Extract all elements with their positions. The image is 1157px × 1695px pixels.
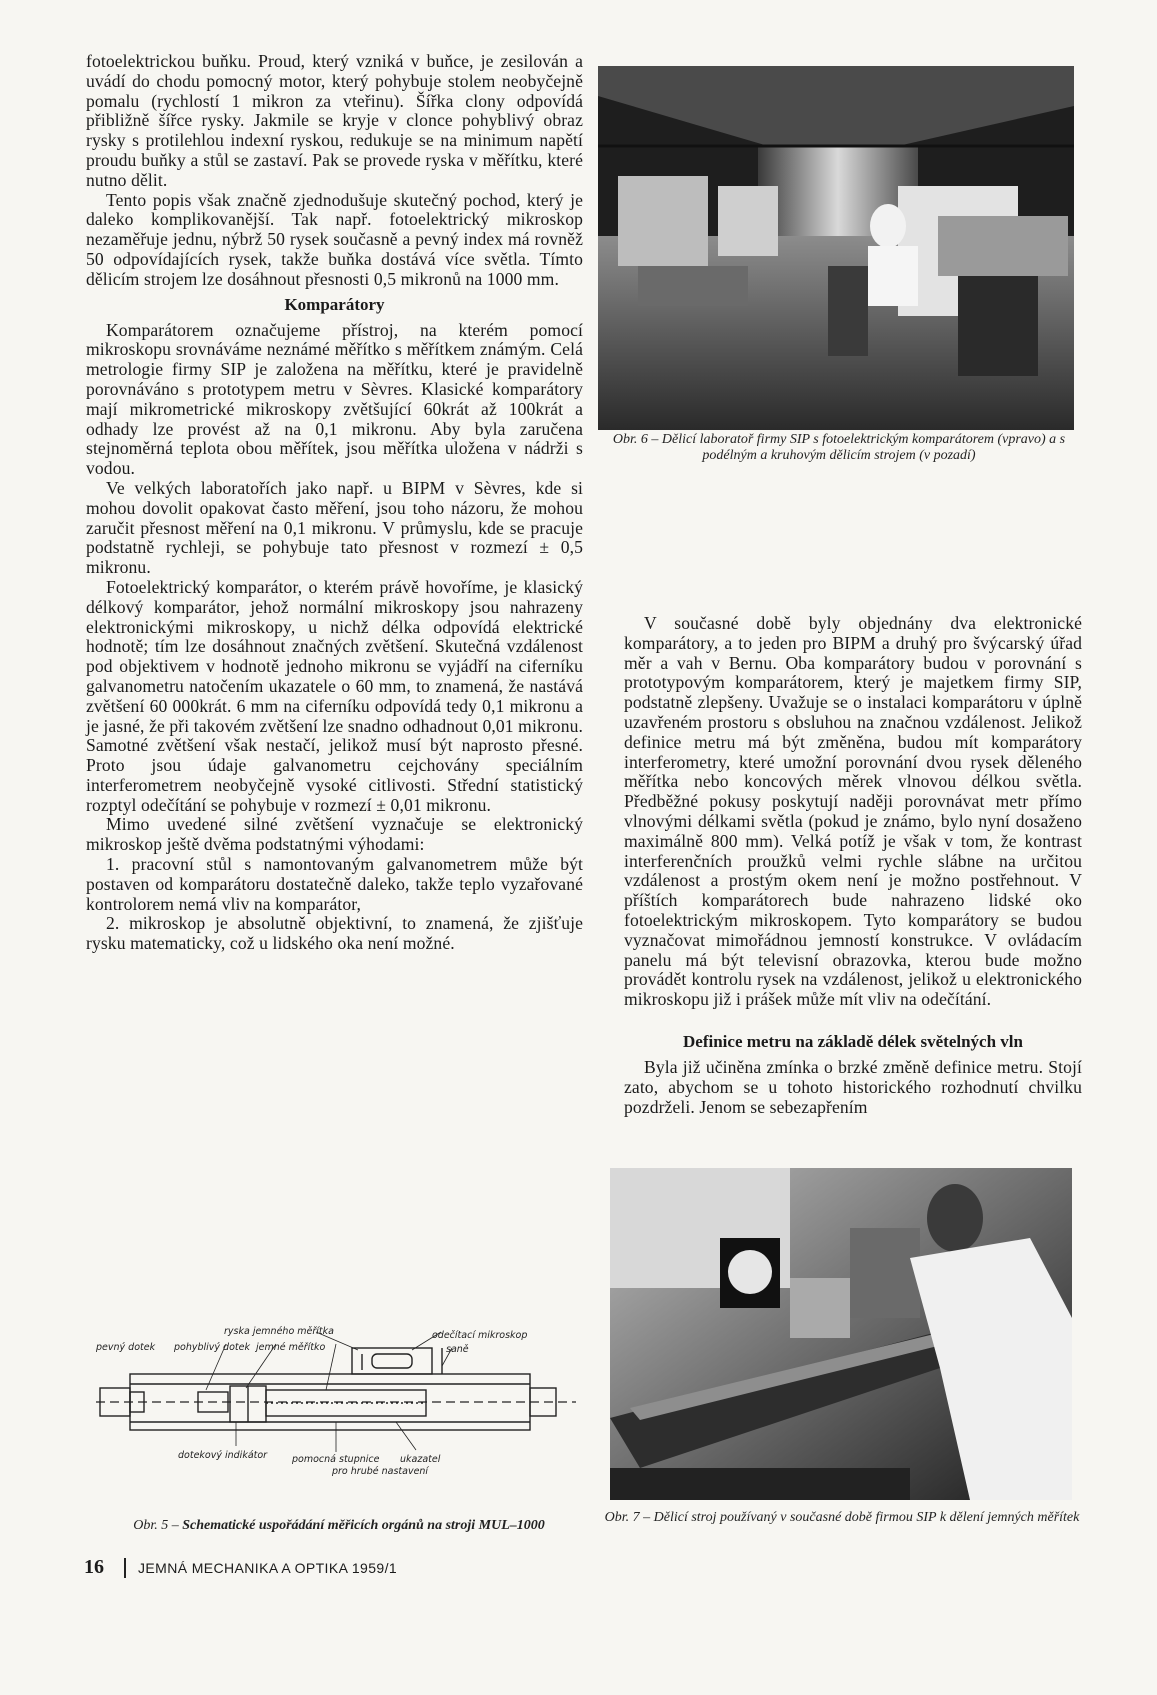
page-number: 16 [84, 1556, 104, 1578]
figure-5-text: Schematické uspořádání měřicích orgánů na stroji MUL–1000 [182, 1518, 545, 1533]
figure-7-text: Dělicí stroj používaný v současné době firmou SIP k dělení jemných měřítek [653, 1510, 1080, 1525]
dividing-machine-photo [610, 1168, 1072, 1500]
figure-7-caption [604, 1510, 1080, 1526]
section-heading-definice-metru: Definice metru na základě délek světelných vln [683, 1031, 1023, 1051]
label-pevny-dotek: pevný dotek [96, 1342, 156, 1353]
paragraph: Fotoelektrický komparátor, o kterém právě hovoříme, je klasický délkový komparátor, jehož normální mikroskopy jsou nahrazeny elektronickými mikroskopy, u nichž délka odpovídá elektrické hodnotě; tím lze dosáhnout značných zvětšení. Skutečná vzdálenost pod objektivem v hodnotě jednoho mikronu se vyjádří na ciferníku galvanometru natočením ukazatele o 60 mm, to znamená, že nastává zvětšení 60 000krát. 6 mm na ciferníku odpovídá tedy 0,1 mikronu a je jasné, že při takovém zvětšení lze snadno odhadnout 0,01 mikronu. Samotné zvětšení však nestačí, jelikož musí být naprosto přesné. Proto jsou údaje galvanometru cejchovány speciálním interferometrem neobyčejně vysoké citlivosti. Střední statistický rozptyl odečítání se pohybuje v rozmezí ± 0,01 mikronu. [86, 576, 583, 815]
label-odecitaci-mikroskop: odečítací mikroskop [432, 1330, 528, 1341]
label-ukazatel: ukazatel [400, 1454, 441, 1465]
paragraph: Tento popis však značně zjednodušuje skutečný pochod, který je daleko komplikovanější. Tak např. fotoelektrický mikroskop nezaměřuje jednu, nýbrž 50 rysek současně a pevný index má rovněž 50 odpovídajících rysek, takže buňka dostává více světla. Tímto dělicím strojem lze dosáhnout přesnosti 0,5 mikronů na 1000 mm. [86, 189, 583, 289]
label-pro-hrube-nastaveni: pro hrubé nastavení [332, 1466, 429, 1477]
paragraph: Komparátorem označujeme přístroj, na kterém pomocí mikroskopu srovnáváme neznámé měřítko s měřítkem známým. Celá metrologie firmy SIP je založena na měřítku, které je pravidelně porovnáváno s prototypem metru v Sèvres. Klasické komparátory mají mikrometrické mikroskopy zvětšující 60krát až 100krát a odhady lze provést až na 0,1 mikronu. Aby byla zaručena stejnoměrná teplota obou měřítek, jsou měřítka uložena v nádrži s vodou. [86, 319, 583, 479]
figure-6-label: Obr. 6 – [612, 432, 659, 447]
figure-7-label: Obr. 7 – [604, 1510, 651, 1525]
paragraph: Ve velkých laboratořích jako např. u BIPM v Sèvres, kde si mohou dovolit opakovat často měření, jsou toho názoru, že mohou zaručit přesnost měření na 0,1 mikronu. V průmyslu, kde se pracuje podstatně rychleji, se pohybuje tato přesnost v rozmezí ± 0,5 mikronu. [86, 477, 583, 578]
label-ryska: ryska jemného měřítka [224, 1326, 334, 1337]
left-column [86, 52, 583, 954]
figure-6-text: Dělicí laboratoř firmy SIP s fotoelektrickým komparátorem (vpravo) a s podélným a kruhovým dělicím strojem (v pozadí) [661, 432, 1066, 463]
figure-5-caption [90, 1518, 588, 1534]
label-jemne-meritko: jemné měřítko [256, 1342, 326, 1353]
figure-5-label: Obr. 5 – [133, 1518, 179, 1533]
section-heading-komparatory: Komparátory [284, 294, 385, 314]
paragraph: fotoelektrickou buňku. Proud, který vzniká v buňce, je zesilován a uvádí do chodu pomocný motor, který pohybuje stolem neobyčejně pomalu (rychlostí 1 mikron za vteřinu). Šířka clony odpovídá přibližně šířce rysky. Jakmile se kryje v clonce pohyblivý obraz rysky s protilehlou indexní ryskou, redukuje se na minimum napětí proudu buňky a stůl se zastaví. Pak se provede ryska v měřítku, které nutno dělit. [86, 51, 583, 190]
paragraph: Byla již učiněna zmínka o brzké změně definice metru. Stojí zato, abychom se u tohoto historického rozhodnutí chvilku pozdrželi. Jenom se sebezapřením [624, 1056, 1082, 1117]
list-item: 2. mikroskop je absolutně objektivní, to znamená, že zjišťuje rysku matematicky, což u lidského oka není možné. [86, 913, 583, 954]
journal-title: JEMNÁ MECHANIKA A OPTIKA 1959/1 [138, 1560, 398, 1576]
label-pohyblivy-dotek: pohyblivý dotek [174, 1342, 250, 1353]
page-footer [84, 1556, 504, 1582]
footer-divider [124, 1558, 126, 1578]
label-sane: saně [446, 1344, 469, 1355]
figure-6-caption [596, 432, 1082, 464]
list-item: 1. pracovní stůl s namontovaným galvanometrem může být postaven od komparátoru dostatečně daleko, takže teplo vyzařované kontrolorem nemá vliv na komparátor, [86, 854, 583, 914]
right-column [624, 614, 1082, 1117]
laboratory-photo [598, 66, 1074, 430]
label-pomocna-stupnice: pomocná stupnice [292, 1454, 380, 1465]
label-dotekovy-indikator: dotekový indikátor [178, 1450, 268, 1461]
paragraph: V současné době byly objednány dva elektronické komparátory, a to jeden pro BIPM a druhý pro švýcarský úřad měr a vah v Bernu. Oba komparátory budou v porovnání s prototypovým komparátorem, který je majetkem firmy SIP, podstatně zlepšeny. Uvažuje se o instalaci komparátoru v úplně uzavřeném prostoru s obsluhou na značnou vzdálenost. Jelikož definice metru má být změněna, budou mít komparátory interferometry, které umožní porovnání dvou rysek děleného měřítka nebo koncových měrek vlnovou délkou světla. Předběžné pokusy poskytují naději porovnávat metr přímo vlnovými délkami světla (pokud je známo, bylo nyní dosaženo maximálně 800 mm). Velká potíž je však v tom, že kontrast interferenčních proužků velmi rychle slábne na určitou vzdálenost a prostým okem není je možno postřehnout. V příštích komparátorech bude nahrazeno lidské oko fotoelektrickým mikroskopem. Tyto komparátory se budou vyznačovat mimořádnou jemností konstrukce. V ovládacím panelu má být televisní obrazovka, kterou bude možno provádět kontrolu rysek na vzdálenost, jelikož u elektronického mikroskopu již i prášek může mít vliv na odečítání. [624, 613, 1082, 1010]
paragraph: Mimo uvedené silné zvětšení vyznačuje se elektronický mikroskop ještě dvěma podstatnými výhodami: [86, 814, 583, 855]
schematic-diagram [96, 1326, 586, 1496]
